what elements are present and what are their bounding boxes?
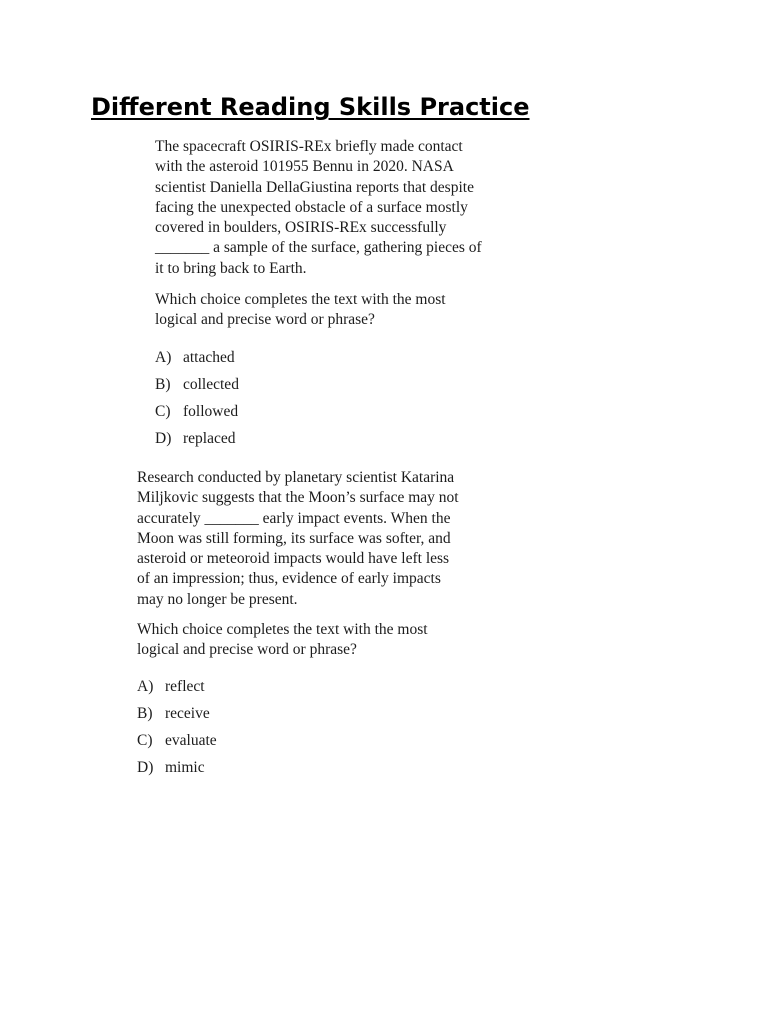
page-title: Different Reading Skills Practice bbox=[91, 93, 530, 121]
passage-line: The spacecraft OSIRIS-REx briefly made contact bbox=[155, 138, 463, 155]
choice-text: reflect bbox=[165, 677, 205, 695]
choice-letter: B) bbox=[155, 375, 171, 393]
answer-choice-d bbox=[137, 754, 497, 781]
passage-line: Moon was still forming, its surface was softer, and bbox=[137, 529, 451, 547]
passage-line: of an impression; thus, evidence of early impacts bbox=[137, 570, 441, 588]
prompt-line: logical and precise word or phrase? bbox=[137, 641, 357, 659]
prompt-line: Which choice completes the text with the most bbox=[137, 621, 428, 639]
choice-letter: D) bbox=[155, 429, 172, 447]
choice-letter: D) bbox=[137, 758, 154, 776]
passage-line: may no longer be present. bbox=[137, 590, 298, 608]
choice-text: collected bbox=[183, 375, 239, 393]
answer-choice-b bbox=[155, 371, 535, 398]
choice-letter: A) bbox=[137, 677, 154, 695]
answer-choice-b bbox=[137, 700, 497, 727]
passage-line: accurately _______ early impact events. When the bbox=[137, 509, 451, 527]
answer-choice-c bbox=[137, 727, 497, 754]
passage-line: scientist Daniella DellaGiustina reports that despite bbox=[155, 178, 474, 196]
prompt-line: Which choice completes the text with the most bbox=[155, 291, 446, 309]
choice-text: followed bbox=[183, 402, 239, 420]
question-1-passage bbox=[155, 137, 535, 279]
answer-choice-a bbox=[155, 344, 535, 371]
choice-letter: A) bbox=[155, 348, 172, 366]
question-1 bbox=[155, 137, 535, 452]
choice-text: evaluate bbox=[165, 731, 217, 749]
answer-choice-d bbox=[155, 425, 535, 452]
passage-line: covered in boulders, OSIRIS-REx successfully bbox=[155, 219, 447, 237]
choice-text: receive bbox=[165, 704, 210, 722]
question-2 bbox=[137, 468, 497, 781]
question-1-choices bbox=[155, 344, 535, 452]
passage-line: with the asteroid 101955 Bennu in 2020. NASA bbox=[155, 158, 454, 176]
prompt-line: logical and precise word or phrase? bbox=[155, 311, 375, 329]
passage-line: Research conducted by planetary scientist Katarina bbox=[137, 469, 455, 486]
question-2-prompt bbox=[137, 620, 497, 661]
question-2-passage bbox=[137, 468, 497, 610]
answer-choice-a bbox=[137, 673, 497, 700]
question-1-prompt bbox=[155, 290, 535, 331]
passage-line: asteroid or meteoroid impacts would have left less bbox=[137, 550, 450, 568]
choice-text: replaced bbox=[183, 429, 236, 447]
passage-line: facing the unexpected obstacle of a surface mostly bbox=[155, 198, 468, 216]
choice-text: mimic bbox=[165, 758, 205, 776]
choice-text: attached bbox=[183, 348, 235, 366]
passage-line: it to bring back to Earth. bbox=[155, 259, 307, 277]
choice-letter: C) bbox=[137, 731, 153, 749]
passage-line: Miljkovic suggests that the Moon’s surface may not bbox=[137, 489, 459, 507]
question-2-choices bbox=[137, 673, 497, 781]
choice-letter: C) bbox=[155, 402, 171, 420]
passage-line: _______ a sample of the surface, gathering pieces of bbox=[155, 239, 482, 257]
answer-choice-c bbox=[155, 398, 535, 425]
choice-letter: B) bbox=[137, 704, 153, 722]
